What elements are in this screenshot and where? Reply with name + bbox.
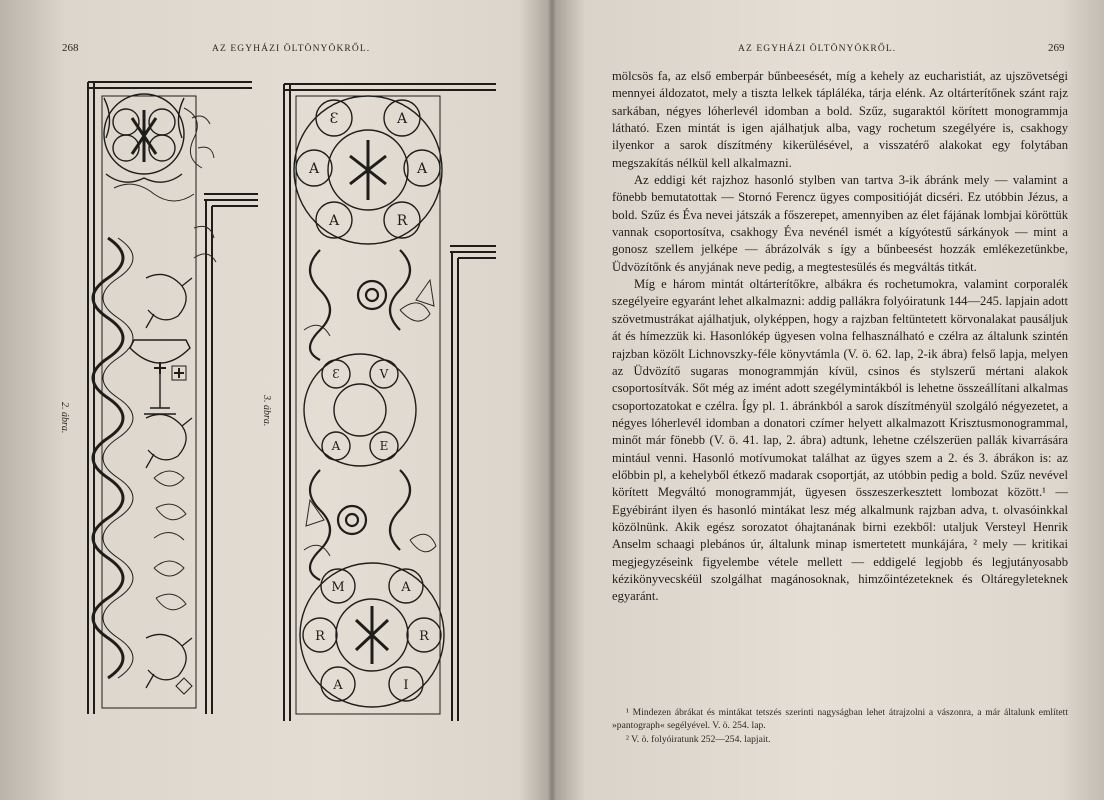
figure-3-caption: 3. ábra. — [261, 395, 272, 427]
svg-text:A: A — [333, 678, 343, 693]
svg-text:A: A — [401, 580, 411, 595]
right-page — [552, 0, 1104, 800]
svg-text:V: V — [379, 367, 389, 381]
svg-text:R: R — [315, 629, 325, 644]
svg-text:A: A — [416, 161, 428, 177]
paragraph-3: Míg e három mintát oltárterítőkre, albákra és rochetumokra, valamint corporalék szegélyeire egyaránt lehet alkalmazni: addig pallákra folyóiratunk 144—245. lapjain adott szövetmustrákat ajálhatjuk, olyképpen, hogy a rajzban feltüntetett körvonalakat pausáljuk át és hímezzük ki. Hasonlókép ügyesen volna felhasználható e czélra az általunk szintén rajzban közölt Lichnovszky-féle könyvtámla (V. ö. 62. lap, 2-ik ábra) felső lapja, melyen az Üdvözítő sugaras monogrammján kívül, csinos és stylszerű mértani alakok csoportosítvák. Sőt még az imént adott szegélymintákból is lehetne összeállítani alkalmas csoportozatokat e czélra. Így pl. 1. ábránkból a sarok díszítményül szolgáló négyezetet, a négyes lóherlevél idomban a donatori czímer helyett alkalmazott Krisztusmonogrammal, minőt már fönebb (V. ö. 41. lap, 2. ábra) adtunk, lehetne czélszerüen pallák kivarrására mintául venni. Hasonló motívumokat találhat az ügyes szem a 2. és 3. ábrákon is: az előbbin pl, a kehelyből étkező madarak csoportját, az utóbbin pedig a bold. Szűz nevével körített Megváltó monogrammját, ügyesen összeszerkesztett lombozat között.¹ — Egyébiránt ilyen és hasonló mintákat lesz még alkalmunk rajzban adva, t. olvasóinkkal közölnünk. Akik egész sorozatot óhajtanának birni ezekből: utaljuk Versteyl Henrik Anselm schaagi plebános úr, általunk minap ismertetett munkájára, ² mely — kritikai megjegyzéseink figyelembe vétele mellett — eddigelé legjobb és legjutányosabb kézikönyvecskéül szolgálhat magánosoknak, himzőintézeteknek és Oltáregyleteknek egyaránt. — [612, 277, 1068, 604]
svg-text:I: I — [403, 678, 409, 693]
svg-text:A: A — [331, 439, 341, 453]
body-text — [612, 68, 1068, 606]
svg-text:A: A — [396, 111, 408, 127]
figure-3-embroidery-border — [280, 80, 500, 725]
right-page-number: 269 — [1048, 42, 1065, 54]
footnote-1: ¹ Mindezen ábrákat és mintákat tetszés szerinti nagyságban lehet átrajzolni a vászonra, a már általunk említett »pantograph« segélyével. V. ö. 254. lap. — [612, 707, 1068, 732]
figure-2-embroidery-border — [84, 78, 259, 718]
footnote-2: ² V. ö. folyóiratunk 252—254. lapjait. — [626, 733, 771, 745]
svg-text:R: R — [419, 629, 429, 644]
right-running-head: AZ EGYHÁZI ÖLTÖNYÖKRŐL. — [738, 44, 897, 54]
svg-text:M: M — [331, 580, 345, 595]
paragraph-1: mölcsös fa, az első emberpár bűnbeesését, míg a kehely az eucharistiát, az ujszövetségi mennyei áldozatot, mely a tiszta lelkek tápláléka, tárja elénk. Az oltárterítőnek szánt rajz sarkában, négyes lóherlevél idomban a bold. Szűz, sugaraktól körített monogrammja látható. Ezen mintát is igen ajálhatjuk alba, vagy rochetum szegélyére is, csakhogy ilyenkor a sarok díszítmény kikerülésével, a visszatérő alakokat egy folytában megszakítás nélkül kell alkalmazni. — [612, 69, 1068, 170]
svg-text:R: R — [396, 213, 408, 229]
left-running-head: AZ EGYHÁZI ÖLTÖNYÖKRŐL. — [212, 44, 371, 54]
svg-text:A: A — [308, 161, 320, 177]
svg-text:Ɛ: Ɛ — [329, 111, 339, 127]
figure-2-caption: 2. ábra. — [59, 402, 70, 434]
svg-text:E: E — [379, 439, 389, 453]
svg-text:A: A — [328, 213, 340, 229]
footnotes — [612, 706, 1068, 746]
paragraph-2: Az eddigi két rajzhoz hasonló stylben van tartva 3-ik ábránk mely — valamint a fönebb bemutatottak — Stornó Ferencz ügyes compositióját dicséri. Ez utóbbin Jézus, a bold. Szűz és Éva nevei játszák a főszerepet, amennyiben az élet fájának lombjai köröttük vannak csoportosítva, csakhogy Éva nevénél ismét a kígyótestű sárkányok — mint a gonosz szellem jelképe — ábrázolvák s így a bűnbeesést hozzák emlékezetünkbe, Üdvözítőnk és anyjának neve pedig, a megtestesülés és megváltás titkát. — [612, 173, 1068, 274]
svg-text:Ɛ: Ɛ — [332, 367, 340, 381]
left-page-number: 268 — [62, 42, 79, 54]
